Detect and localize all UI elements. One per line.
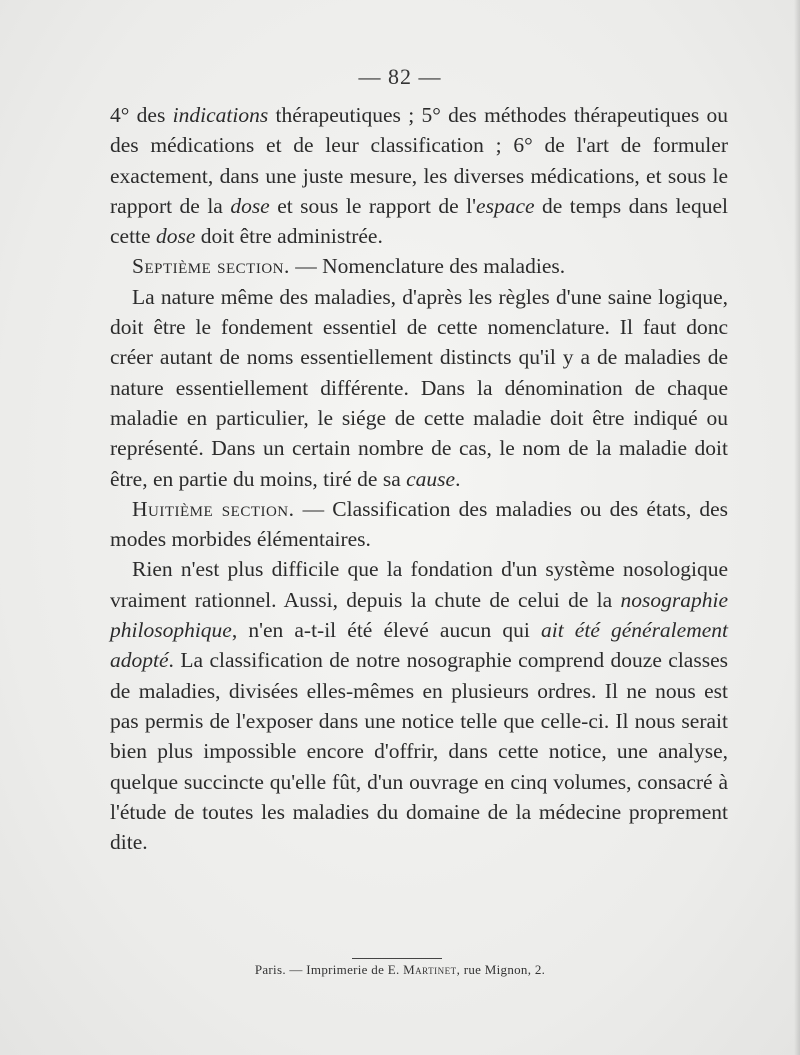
text-run: et sous le rapport de l' — [269, 193, 477, 218]
section-title: — Classification des maladies ou des états, des modes morbides élémentaires. — [110, 496, 728, 552]
text-run: Paris. — Imprimerie de E. — [254, 962, 404, 977]
section-label: Huitième section. — [132, 496, 295, 521]
paragraph-therapeutics — [110, 100, 728, 251]
text-run: doit être administrée. — [195, 224, 383, 249]
body-text — [110, 100, 728, 857]
paragraph-nomenclature — [110, 282, 728, 494]
text-run: , n'en a-t-il été élevé aucun qui — [231, 618, 541, 643]
printer-name: Martinet — [403, 962, 457, 977]
italic-dose: dose — [155, 224, 196, 249]
text-run: de temps dans lequel cette — [110, 193, 728, 249]
printer-imprint — [0, 962, 800, 978]
text-run: , rue Mignon, 2. — [456, 962, 546, 977]
section-heading-8 — [110, 494, 728, 555]
italic-cause: cause — [406, 466, 456, 491]
footer-divider — [352, 958, 442, 959]
section-heading-7 — [110, 251, 728, 281]
text-run: . La classification de notre nosographie comprend douze classes de maladies, divisées elles-mêmes en plusieurs ordres. Il ne nous est pas permis de l'exposer dans une notice telle que celle-ci. Il nous serait bien plus impossible encore d'offrir, dans cette notice, une analyse, quelque succincte qu'elle fût, d'un ouvrage en cinq volumes, consacré à l'étude de toutes les maladies du domaine de la médecine proprement dite. — [110, 648, 728, 855]
paragraph-classification — [110, 554, 728, 857]
text-run: thérapeutiques ; 5° des méthodes thérapeutiques ou des médications et de leur classification ; 6° de l'art de formuler exactement, dans une juste mesure, les diverses médications, et sous le rapport de la — [110, 103, 728, 218]
text-run: La nature même des maladies, d'après les règles d'une saine logique, doit être le fondement essentiel de cette nomenclature. Il faut donc créer autant de noms essentiellement distincts qu'il y a de maladies de nature essentiellement différente. Dans la dénomination de chaque maladie en particulier, le siége de cette maladie doit être indiqué ou représenté. Dans un certain nombre de cas, le nom de la maladie doit être, en partie du moins, tiré de sa — [110, 284, 728, 491]
text-run: 4° des — [110, 103, 173, 127]
italic-dose: dose — [230, 193, 270, 218]
italic-nosographie: nosographie philosophique — [110, 587, 728, 643]
section-title: — Nomenclature des maladies. — [289, 254, 566, 279]
italic-espace: espace — [476, 193, 535, 218]
text-run: . — [455, 466, 461, 491]
section-label: Septième section. — [132, 254, 290, 279]
italic-adopte: ait été généralement adopté — [110, 618, 728, 673]
scan-edge-shadow — [794, 0, 800, 1055]
italic-indications: indications — [172, 103, 269, 127]
page-number: — 82 — — [358, 64, 442, 89]
text-run: Rien n'est plus difficile que la fondation d'un système nosologique vraiment rationnel. Aussi, depuis la chute de celui de la — [110, 557, 728, 612]
